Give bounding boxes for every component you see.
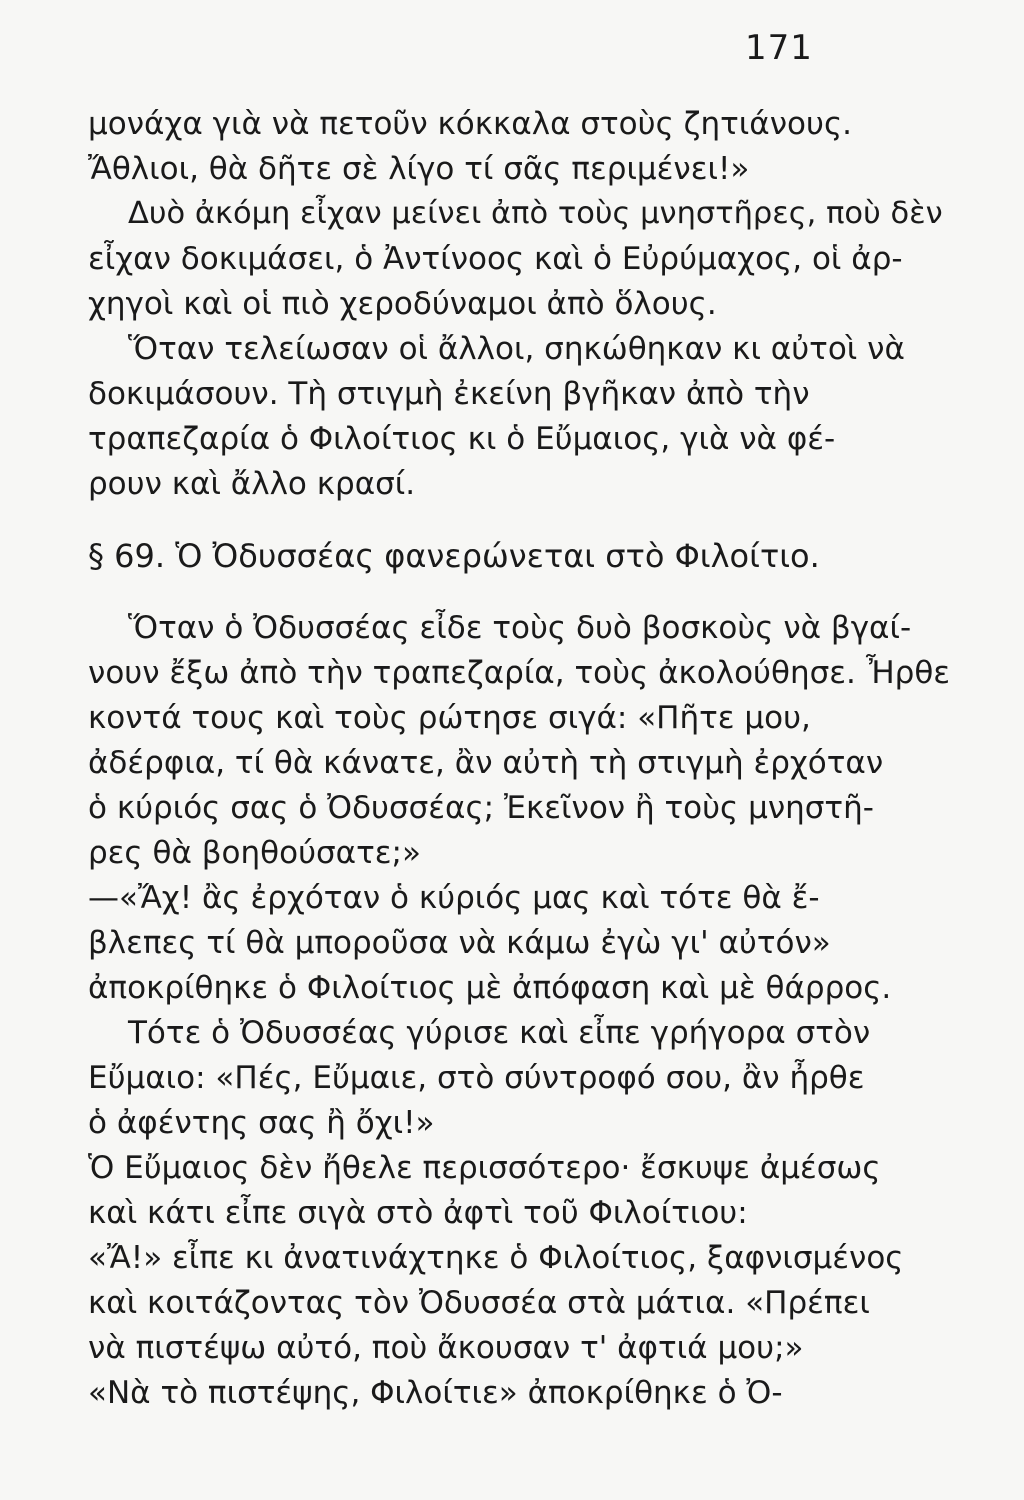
text-line: δοκιμάσουν. Τὴ στιγμὴ ἐκείνη βγῆκαν ἀπὸ τὴν <box>88 376 810 412</box>
text-line: εἶχαν δοκιμάσει, ὁ Ἀντίνοος καὶ ὁ Εὐρύμαχος, οἱ ἀρ- <box>88 241 903 277</box>
text-line: Τότε ὁ Ὀδυσσέας γύρισε καὶ εἶπε γρήγορα στὸν <box>128 1015 871 1051</box>
text-line: ἀποκρίθηκε ὁ Φιλοίτιος μὲ ἀπόφαση καὶ μὲ θάρρος. <box>88 970 892 1006</box>
text-line: Ὅταν ὁ Ὀδυσσέας εἶδε τοὺς δυὸ βοσκοὺς νὰ βγαί- <box>128 610 912 646</box>
section-heading: § 69. Ὁ Ὀδυσσέας φανερώνεται στὸ Φιλοίτιο. <box>88 537 820 575</box>
text-line: «Νὰ τὸ πιστέψης, Φιλοίτιε» ἀποκρίθηκε ὁ Ὀ- <box>88 1375 783 1411</box>
text-line: «Ἄ!» εἶπε κι ἀνατινάχτηκε ὁ Φιλοίτιος, ξαφνισμένος <box>88 1240 904 1276</box>
text-line: ρουν καὶ ἄλλο κρασί. <box>88 466 416 502</box>
text-line: νουν ἔξω ἀπὸ τὴν τραπεζαρία, τοὺς ἀκολούθησε. Ἦρθε <box>88 655 951 691</box>
text-line: κοντά τους καὶ τοὺς ρώτησε σιγά: «Πῆτε μου, <box>88 700 811 736</box>
text-line: Ἄθλιοι, θὰ δῆτε σὲ λίγο τί σᾶς περιμένει!» <box>88 151 750 187</box>
text-line: χηγοὶ καὶ οἱ πιὸ χεροδύναμοι ἀπὸ ὅλους. <box>88 286 717 322</box>
text-line: νὰ πιστέψω αὐτό, ποὺ ἄκουσαν τ' ἀφτιά μου;» <box>88 1330 804 1366</box>
text-line: —«Ἄχ! ἂς ἐρχόταν ὁ κύριός μας καὶ τότε θὰ ἔ- <box>88 880 820 916</box>
text-line: Ὁ Εὔμαιος δὲν ἤθελε περισσότερο· ἔσκυψε ἀμέσως <box>88 1150 881 1186</box>
text-line: Εὔμαιο: «Πές, Εὔμαιε, στὸ σύντροφό σου, ἂν ἦρθε <box>88 1060 865 1096</box>
text-line: ρες θὰ βοηθούσατε;» <box>88 835 421 871</box>
text-line: Δυὸ ἀκόμη εἶχαν μείνει ἀπὸ τοὺς μνηστῆρες, ποὺ δὲν <box>128 196 943 231</box>
text-line: βλεπες τί θὰ μποροῦσα νὰ κάμω ἐγὼ γι' αὐτόν» <box>88 925 831 961</box>
text-line: καὶ κοιτάζοντας τὸν Ὀδυσσέα στὰ μάτια. «Πρέπει <box>88 1285 870 1321</box>
text-line: καὶ κάτι εἶπε σιγὰ στὸ ἀφτὶ τοῦ Φιλοίτιου: <box>88 1195 748 1231</box>
text-line: ἀδέρφια, τί θὰ κάνατε, ἂν αὐτὴ τὴ στιγμὴ ἐρχόταν <box>88 745 884 781</box>
text-line: μονάχα γιὰ νὰ πετοῦν κόκκαλα στοὺς ζητιάνους. <box>88 106 852 142</box>
text-line: ὁ ἀφέντης σας ἢ ὄχι!» <box>88 1105 435 1141</box>
text-line: ὁ κύριός σας ὁ Ὀδυσσέας; Ἐκεῖνον ἢ τοὺς μνηστῆ- <box>88 790 874 826</box>
page-number: 171 <box>745 28 813 68</box>
text-line: τραπεζαρία ὁ Φιλοίτιος κι ὁ Εὔμαιος, γιὰ νὰ φέ- <box>88 421 836 457</box>
text-line: Ὅταν τελείωσαν οἱ ἄλλοι, σηκώθηκαν κι αὐτοὶ νὰ <box>128 331 905 367</box>
